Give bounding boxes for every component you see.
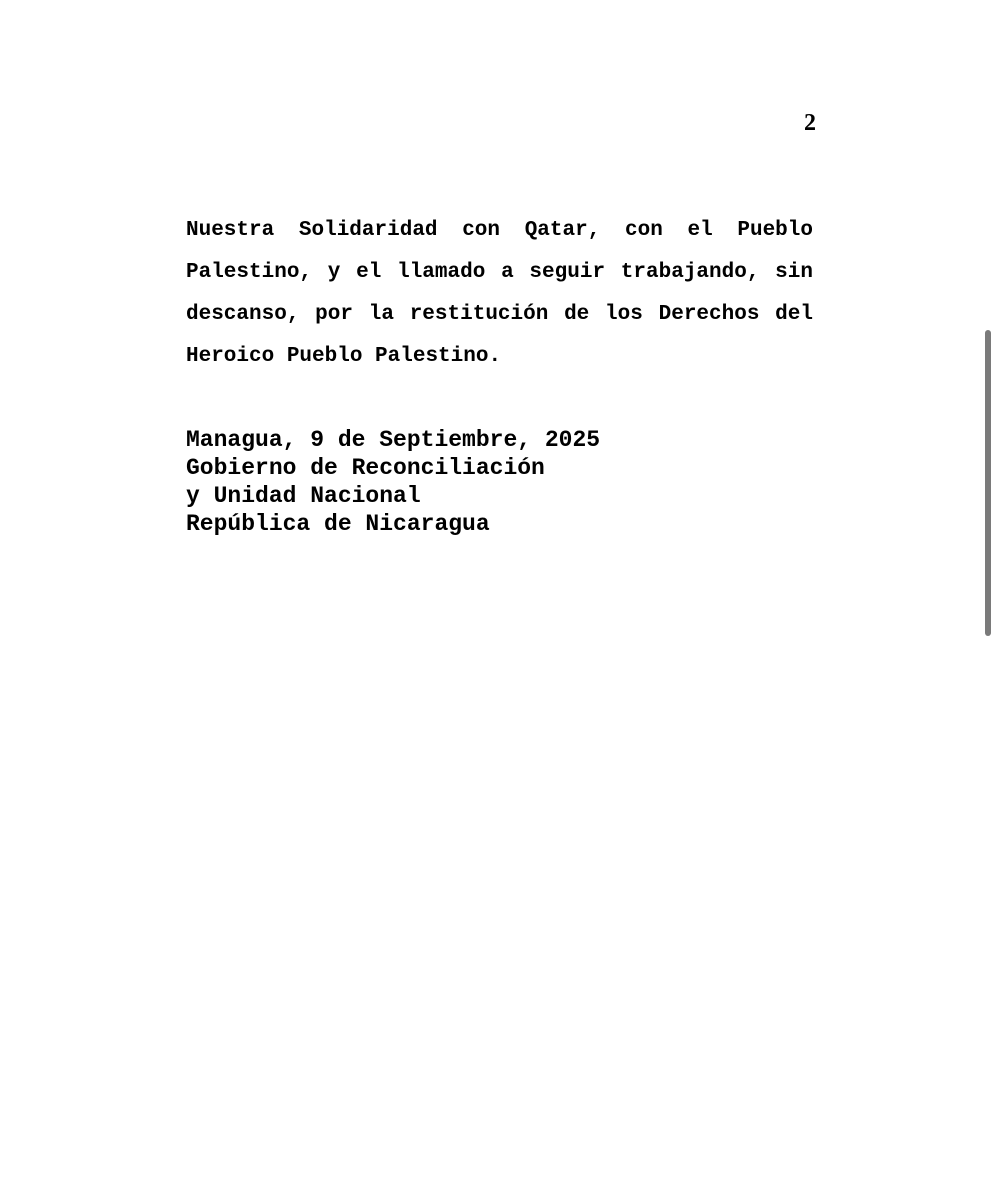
signature-block [186,426,600,538]
signature-government: Gobierno de Reconciliación [186,455,545,481]
body-paragraph: Nuestra Solidaridad con Qatar, con el Pueblo Palestino, y el llamado a seguir trabajando, sin descanso, por la restitución de los Derechos del Heroico Pueblo Palestino. [186,219,813,368]
signature-place-date: Managua, 9 de Septiembre, 2025 [186,427,601,453]
vertical-scrollbar[interactable] [985,330,991,636]
signature-government-cont: y Unidad Nacional [186,483,421,509]
signature-country: República de Nicaragua [186,511,490,537]
page-number: 2 [804,110,816,136]
